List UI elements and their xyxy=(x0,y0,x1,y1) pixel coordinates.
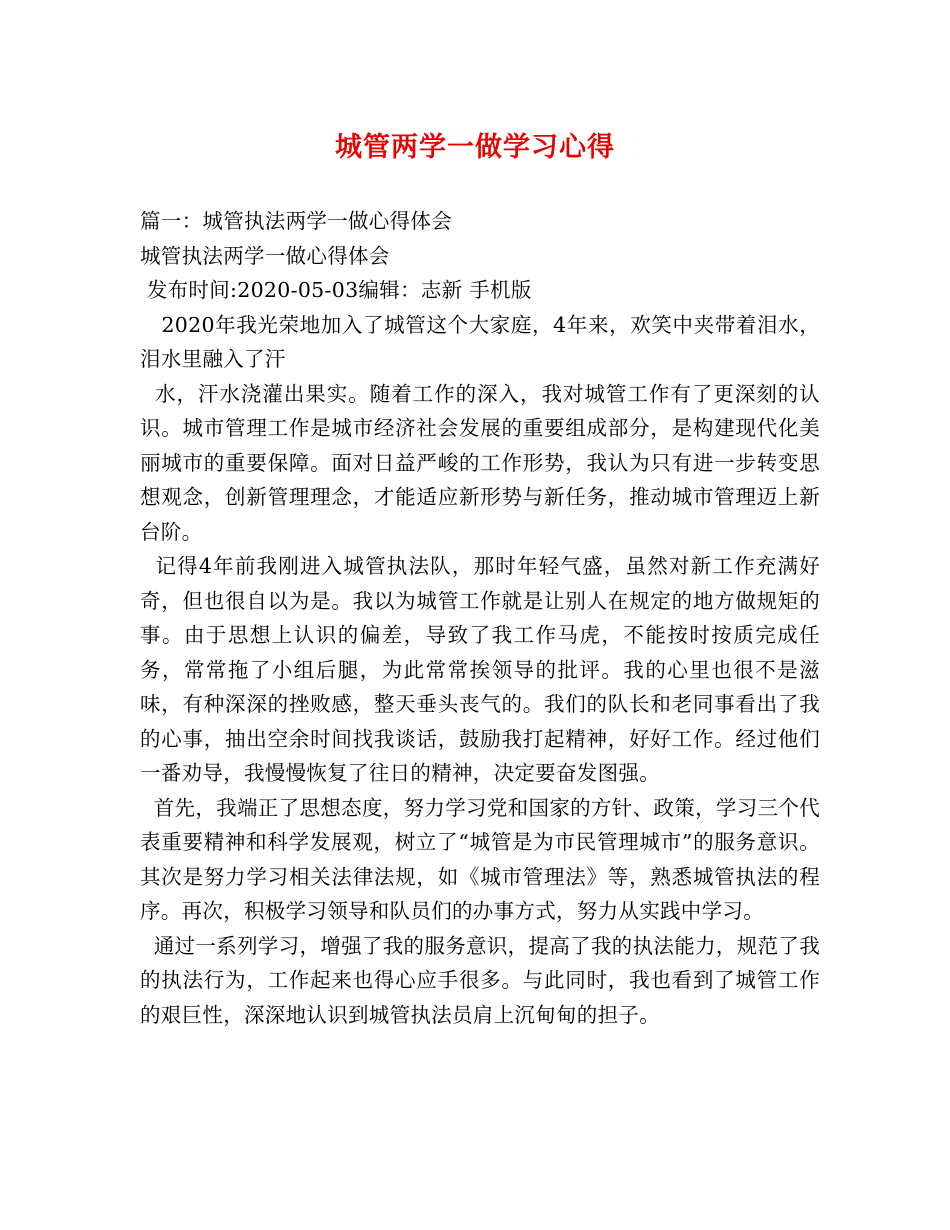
document-body xyxy=(140,204,820,1032)
article-title: 城管执法两学一做心得体会 xyxy=(140,243,390,268)
section-heading: 篇一：城管执法两学一做心得体会 xyxy=(140,209,452,233)
paragraph: 通过一系列学习，增强了我的服务意识，提高了我的执法能力，规范了我的执法行为，工作起来也得心应手很多。与此同时，我也看到了城管工作的艰巨性，深深地认识到城管执法员肩上沉甸甸的担子。 xyxy=(140,933,820,1027)
paragraph: 2020年我光荣地加入了城管这个大家庭，4年来，欢笑中夹带着泪水，泪水里融入了汗 xyxy=(140,312,820,371)
document-title: 城管两学一做学习心得 xyxy=(335,132,615,163)
publish-info: 发布时间:2020-05-03编辑：志新 手机版 xyxy=(140,278,532,302)
paragraph: 首先，我端正了思想态度，努力学习党和国家的方针、政策，学习三个代表重要精神和科学发展观，树立了“城管是为市民管理城市”的服务意识。其次是努力学习相关法律法规，如《城市管理法》等，熟悉城管执法的程序。再次，积极学习领导和队员们的办事方式，努力从实践中学习。 xyxy=(140,795,820,923)
paragraph: 水，汗水浇灌出果实。随着工作的深入，我对城管工作有了更深刻的认识。城市管理工作是城市经济社会发展的重要组成部分，是构建现代化美丽城市的重要保障。面对日益严峻的工作形势，我认为只有进一步转变思想观念，创新管理理念，才能适应新形势与新任务，推动城市管理迈上新台阶。 xyxy=(140,381,820,544)
paragraph: 记得4年前我刚进入城管执法队，那时年轻气盛，虽然对新工作充满好奇，但也很自以为是。我以为城管工作就是让别人在规定的地方做规矩的事。由于思想上认识的偏差，导致了我工作马虎，不能按时按质完成任务，常常拖了小组后腿，为此常常挨领导的批评。我的心里也很不是滋味，有种深深的挫败感，整天垂头丧气的。我们的队长和老同事看出了我的心事，抽出空余时间找我谈话，鼓励我打起精神，好好工作。经过他们一番劝导，我慢慢恢复了往日的精神，决定要奋发图强。 xyxy=(140,554,820,785)
